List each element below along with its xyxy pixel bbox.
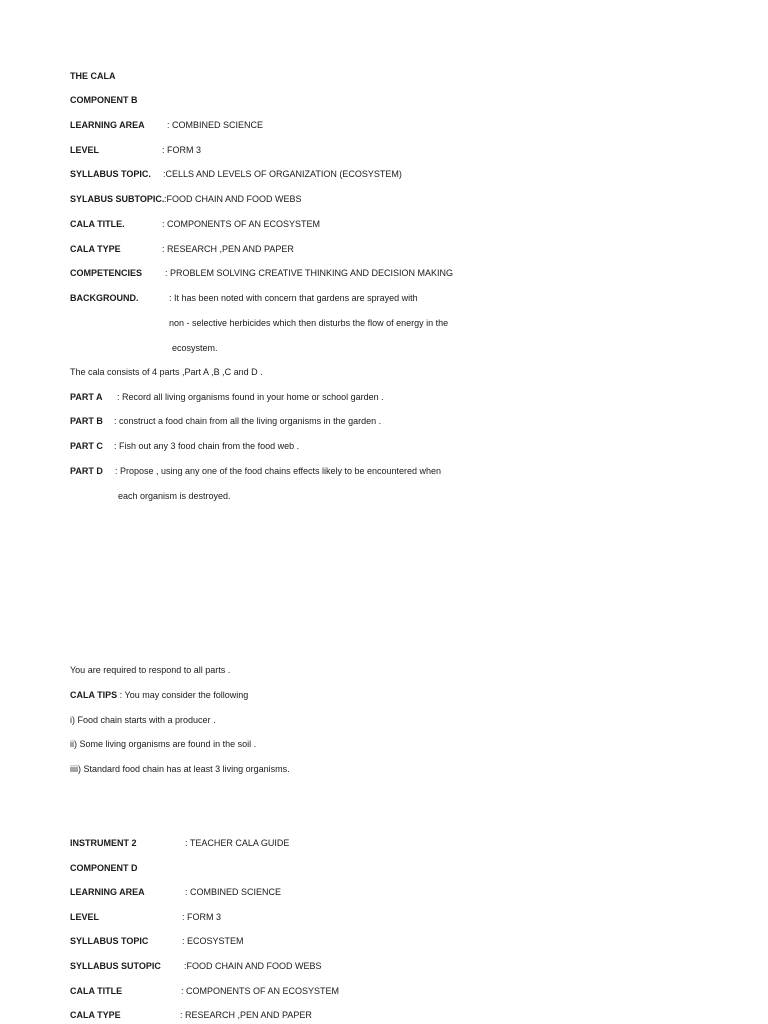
background-label: BACKGROUND.	[70, 293, 139, 303]
respond-text: You are required to respond to all parts .	[70, 665, 231, 675]
detail-value: : COMPONENTS OF AN ECOSYSTEM	[162, 219, 321, 229]
detail-row	[70, 935, 244, 947]
intro-text: The cala consists of 4 parts ,Part A ,B ,C and D .	[70, 367, 263, 377]
detail-value: : RESEARCH ,PEN AND PAPER	[180, 1010, 312, 1020]
detail-value: : FORM 3	[162, 145, 202, 155]
detail-label: LEARNING AREA	[70, 887, 145, 897]
detail-value: : FORM 3	[182, 912, 222, 922]
detail-label: COMPONENT D	[70, 863, 138, 873]
detail-value: :FOOD CHAIN AND FOOD WEBS	[164, 194, 302, 204]
background-text: non - selective herbicides which then disturbs the flow of energy in the	[169, 318, 449, 328]
component-heading: COMPONENT B	[70, 95, 138, 105]
detail-value: : COMBINED SCIENCE	[185, 887, 282, 897]
detail-value: : PROBLEM SOLVING CREATIVE THINKING AND DECISION MAKING	[165, 268, 454, 278]
detail-value: :CELLS AND LEVELS OF ORGANIZATION (ECOSYSTEM)	[163, 169, 402, 179]
tips-row	[70, 689, 248, 701]
detail-row	[70, 985, 340, 997]
detail-label: SYLLABUS TOPIC	[70, 936, 149, 946]
part-text: : construct a food chain from all the living organisms in the garden .	[114, 416, 382, 426]
part-text: : Fish out any 3 food chain from the food web .	[114, 441, 300, 451]
detail-row	[70, 243, 294, 255]
tip-item: i) Food chain starts with a producer .	[70, 715, 216, 725]
detail-row	[70, 960, 322, 972]
tip-item: ii) Some living organisms are found in the soil .	[70, 739, 257, 749]
part-text: : Propose , using any one of the food chains effects likely to be encountered when	[115, 466, 442, 476]
detail-value: : RESEARCH ,PEN AND PAPER	[162, 244, 294, 254]
detail-label: CALA TITLE	[70, 986, 123, 996]
part-row	[70, 440, 300, 452]
detail-label: INSTRUMENT 2	[70, 838, 137, 848]
detail-row	[70, 886, 282, 898]
tips-label: CALA TIPS	[70, 690, 118, 700]
detail-row	[70, 193, 302, 205]
part-label: PART B	[70, 416, 103, 426]
detail-label: LEVEL	[70, 912, 100, 922]
detail-row	[70, 218, 321, 230]
tips-text: : You may consider the following	[117, 690, 249, 700]
detail-value: :FOOD CHAIN AND FOOD WEBS	[184, 961, 322, 971]
background-text: ecosystem.	[172, 343, 218, 353]
detail-label: CALA TITLE.	[70, 219, 125, 229]
detail-value: : ECOSYSTEM	[182, 936, 244, 946]
detail-row	[70, 911, 222, 923]
detail-row	[70, 862, 138, 874]
detail-label: LEARNING AREA	[70, 120, 145, 130]
part-row	[70, 465, 442, 477]
detail-value: : COMPONENTS OF AN ECOSYSTEM	[181, 986, 340, 996]
tip-item: iiii) Standard food chain has at least 3 living organisms.	[70, 764, 290, 774]
part-text-continued: each organism is destroyed.	[118, 491, 231, 501]
part-label: PART C	[70, 441, 103, 451]
background-text: : It has been noted with concern that gardens are sprayed with	[169, 293, 418, 303]
detail-label: CALA TYPE	[70, 244, 121, 254]
detail-row	[70, 1009, 312, 1021]
document-title: THE CALA	[70, 71, 116, 81]
detail-row	[70, 267, 454, 279]
part-row	[70, 415, 382, 427]
detail-row	[70, 168, 402, 180]
part-label: PART D	[70, 466, 103, 476]
detail-label: LEVEL	[70, 145, 100, 155]
detail-value: : COMBINED SCIENCE	[167, 120, 264, 130]
detail-label: SYLLABUS TOPIC.	[70, 169, 151, 179]
part-text: : Record all living organisms found in your home or school garden .	[117, 392, 384, 402]
detail-label: COMPETENCIES	[70, 268, 143, 278]
detail-value: : TEACHER CALA GUIDE	[185, 838, 290, 848]
detail-label: SYLABUS SUBTOPIC.	[70, 194, 165, 204]
part-row	[70, 391, 384, 403]
detail-label: CALA TYPE	[70, 1010, 121, 1020]
detail-label: SYLLABUS SUTOPIC	[70, 961, 161, 971]
part-label: PART A	[70, 392, 103, 402]
detail-row	[70, 119, 264, 131]
detail-row	[70, 837, 290, 849]
detail-row	[70, 144, 202, 156]
